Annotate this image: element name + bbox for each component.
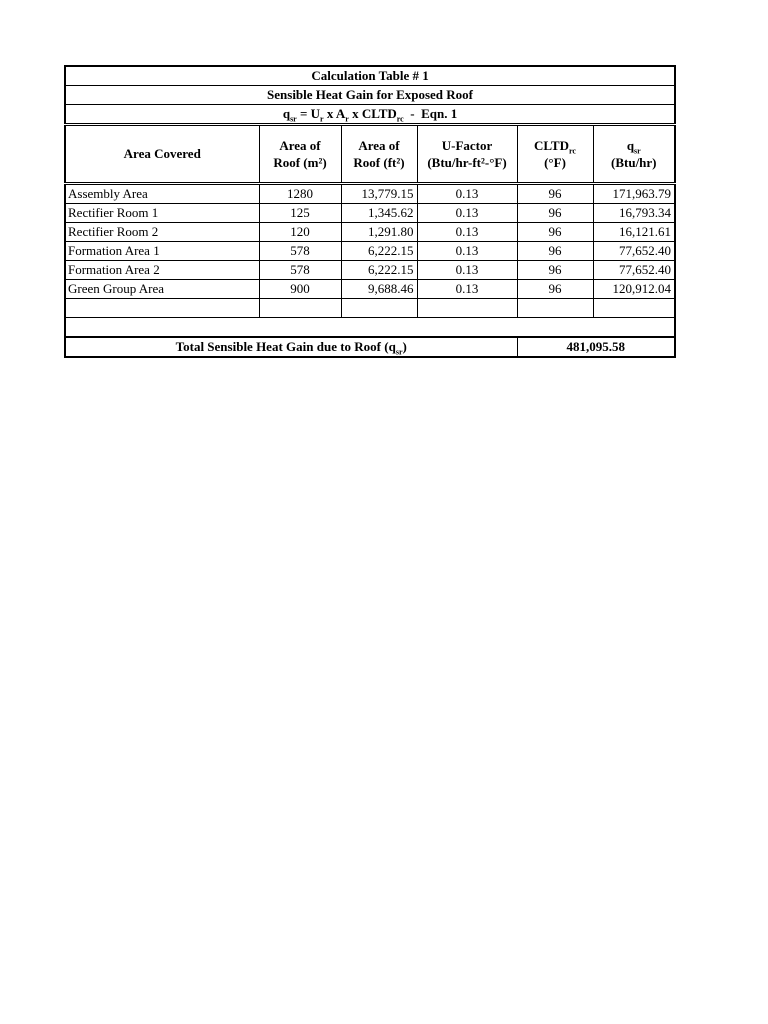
subtitle-row (65, 86, 675, 105)
cell-m2: 120 (259, 223, 341, 242)
cell-ft2: 6,222.15 (341, 261, 417, 280)
header-cltd: $CLTD_{rc}$ (°F) (517, 125, 593, 184)
cell-u: 0.13 (417, 261, 517, 280)
cell-cltd: 96 (517, 242, 593, 261)
header-area-m2: Area of Roof (m²) (259, 125, 341, 184)
cell-q: 120,912.04 (593, 280, 675, 299)
cell-ft2: 9,688.46 (341, 280, 417, 299)
header-u-factor: U-Factor (Btu/hr-ft²-°F) (417, 125, 517, 184)
table-row (65, 261, 675, 280)
cell-area: Assembly Area (65, 184, 259, 204)
header-q: $q_{sr}$ (Btu/hr) (593, 125, 675, 184)
cell-q: 171,963.79 (593, 184, 675, 204)
calculation-table (64, 65, 676, 358)
cell-area: Formation Area 2 (65, 261, 259, 280)
cell-u: 0.13 (417, 223, 517, 242)
table-row (65, 204, 675, 223)
cell-m2: 900 (259, 280, 341, 299)
calculation-sheet (64, 65, 674, 358)
table-row (65, 242, 675, 261)
equation: $q_{sr} = U_r$ x $A_r$ x $CLTD_{rc}$ - Eqn. 1 (65, 105, 675, 125)
cell-m2: 578 (259, 242, 341, 261)
cell-area: Formation Area 1 (65, 242, 259, 261)
empty-row (65, 299, 675, 318)
header-area-ft2: Area of Roof (ft²) (341, 125, 417, 184)
table-subtitle: Sensible Heat Gain for Exposed Roof (65, 86, 675, 105)
cell-u: 0.13 (417, 242, 517, 261)
table-row (65, 223, 675, 242)
cell-cltd: 96 (517, 280, 593, 299)
title-row (65, 66, 675, 86)
cell-cltd: 96 (517, 261, 593, 280)
cell-area: Rectifier Room 1 (65, 204, 259, 223)
table-row (65, 280, 675, 299)
cell-area: Green Group Area (65, 280, 259, 299)
equation-row (65, 105, 675, 125)
cell-ft2: 13,779.15 (341, 184, 417, 204)
table-row (65, 184, 675, 204)
total-row (65, 337, 675, 357)
total-label: Total Sensible Heat Gain due to Roof $(q_{sr})$ (65, 337, 517, 357)
cell-area: Rectifier Room 2 (65, 223, 259, 242)
header-area-covered: Area Covered (65, 125, 259, 184)
cell-cltd: 96 (517, 223, 593, 242)
table-title: Calculation Table # 1 (65, 66, 675, 86)
total-value: 481,095.58 (517, 337, 675, 357)
cell-ft2: 1,345.62 (341, 204, 417, 223)
cell-q: 16,121.61 (593, 223, 675, 242)
cell-ft2: 6,222.15 (341, 242, 417, 261)
cell-m2: 1280 (259, 184, 341, 204)
cell-m2: 125 (259, 204, 341, 223)
cell-q: 77,652.40 (593, 242, 675, 261)
cell-q: 77,652.40 (593, 261, 675, 280)
cell-cltd: 96 (517, 184, 593, 204)
cell-u: 0.13 (417, 204, 517, 223)
cell-m2: 578 (259, 261, 341, 280)
header-row (65, 125, 675, 184)
cell-ft2: 1,291.80 (341, 223, 417, 242)
cell-q: 16,793.34 (593, 204, 675, 223)
cell-cltd: 96 (517, 204, 593, 223)
cell-u: 0.13 (417, 280, 517, 299)
empty-row-merged (65, 318, 675, 338)
cell-u: 0.13 (417, 184, 517, 204)
